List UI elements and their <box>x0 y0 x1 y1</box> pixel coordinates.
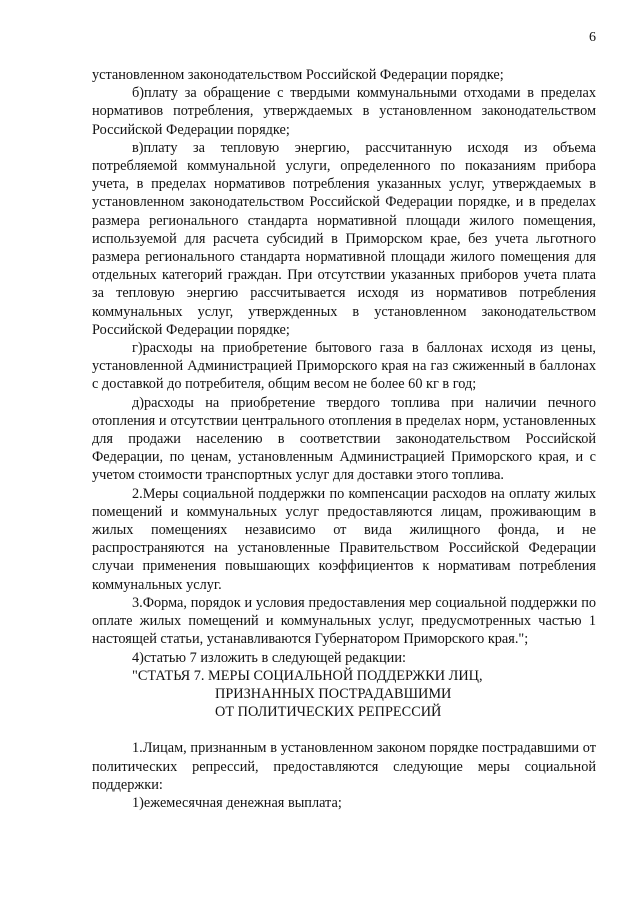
paragraph-point-3: 3.Форма, порядок и условия предоставления мер социальной поддержки по оплате жилых помещений и коммунальных услуг, предусмотренных частью 1 настоящей статьи, устанавливаются Губернатором Приморского края."; <box>92 594 596 648</box>
paragraph-amendment-4: 4)статью 7 изложить в следующей редакции: <box>132 649 406 666</box>
page-number: 6 <box>589 30 596 45</box>
article-heading-line-2: ПРИЗНАННЫХ ПОСТРАДАВШИМИ <box>215 685 452 702</box>
paragraph-point-2: 2.Меры социальной поддержки по компенсации расходов на оплату жилых помещений и коммунальных услуг предоставляются лицам, проживающим в жилых помещениях независимо от вида жилищного фонда, и не распространяются на установленные Правительством Российской Федерации случаи применения повышающих коэффициентов к нормативам потребления коммунальных услуг. <box>92 485 596 593</box>
paragraph-article-7-point-1: 1.Лицам, признанным в установленном законом порядке пострадавшими от политических репрессий, предоставляются следующие меры социальной поддержки: <box>92 740 596 793</box>
article-heading <box>92 667 596 722</box>
paragraph-item-v: в)плату за тепловую энергию, рассчитанную исходя из объема потребляемой коммунальной услуги, определенного по показаниям прибора учета, в пределах нормативов потребления указанных услуг, утверждаемых в установленном законодательством Российской Федерации порядке, и в пределах размера регионального стандарта нормативной площади жилого помещения, используемой для расчета субсидий в Приморском крае, без учета льготного размера регионального стандарта нормативной площади жилого помещения для отдельных категорий граждан. При отсутствии указанных приборов учета плата за тепловую энергию рассчитывается исходя из нормативов потребления коммунальных услуг, утвержденных в установленном законодательством Российской Федерации порядке; <box>92 139 596 338</box>
paragraph-item-g: г)расходы на приобретение бытового газа в баллонах исходя из цены, установленной Администрацией Приморского края на газ сжиженный в баллонах с доставкой до потребителя, общим весом не более 60 кг в год; <box>92 340 596 393</box>
heading-spacer <box>92 721 596 739</box>
paragraph-continuation: установленном законодательством Российской Федерации порядке; <box>92 67 504 83</box>
document-body <box>92 66 596 812</box>
article-heading-line-1: "СТАТЬЯ 7. МЕРЫ СОЦИАЛЬНОЙ ПОДДЕРЖКИ ЛИЦ, <box>132 667 483 684</box>
article-heading-line-3: ОТ ПОЛИТИЧЕСКИХ РЕПРЕССИЙ <box>215 704 442 721</box>
paragraph-item-d: д)расходы на приобретение твердого топлива при наличии печного отопления и отсутствии центрального отопления в пределах норм, установленных для продажи населению в соответствии законодательством Российской Федерации, по ценам, установленным Администрацией Приморского края, и с учетом стоимости транспортных услуг для доставки этого топлива. <box>92 394 596 484</box>
paragraph-article-7-subpoint-1: 1)ежемесячная денежная выплата; <box>132 794 342 811</box>
paragraph-item-b: б)плату за обращение с твердыми коммунальными отходами в пределах нормативов потребления, утверждаемых в установленном законодательством Российской Федерации порядке; <box>92 85 596 138</box>
